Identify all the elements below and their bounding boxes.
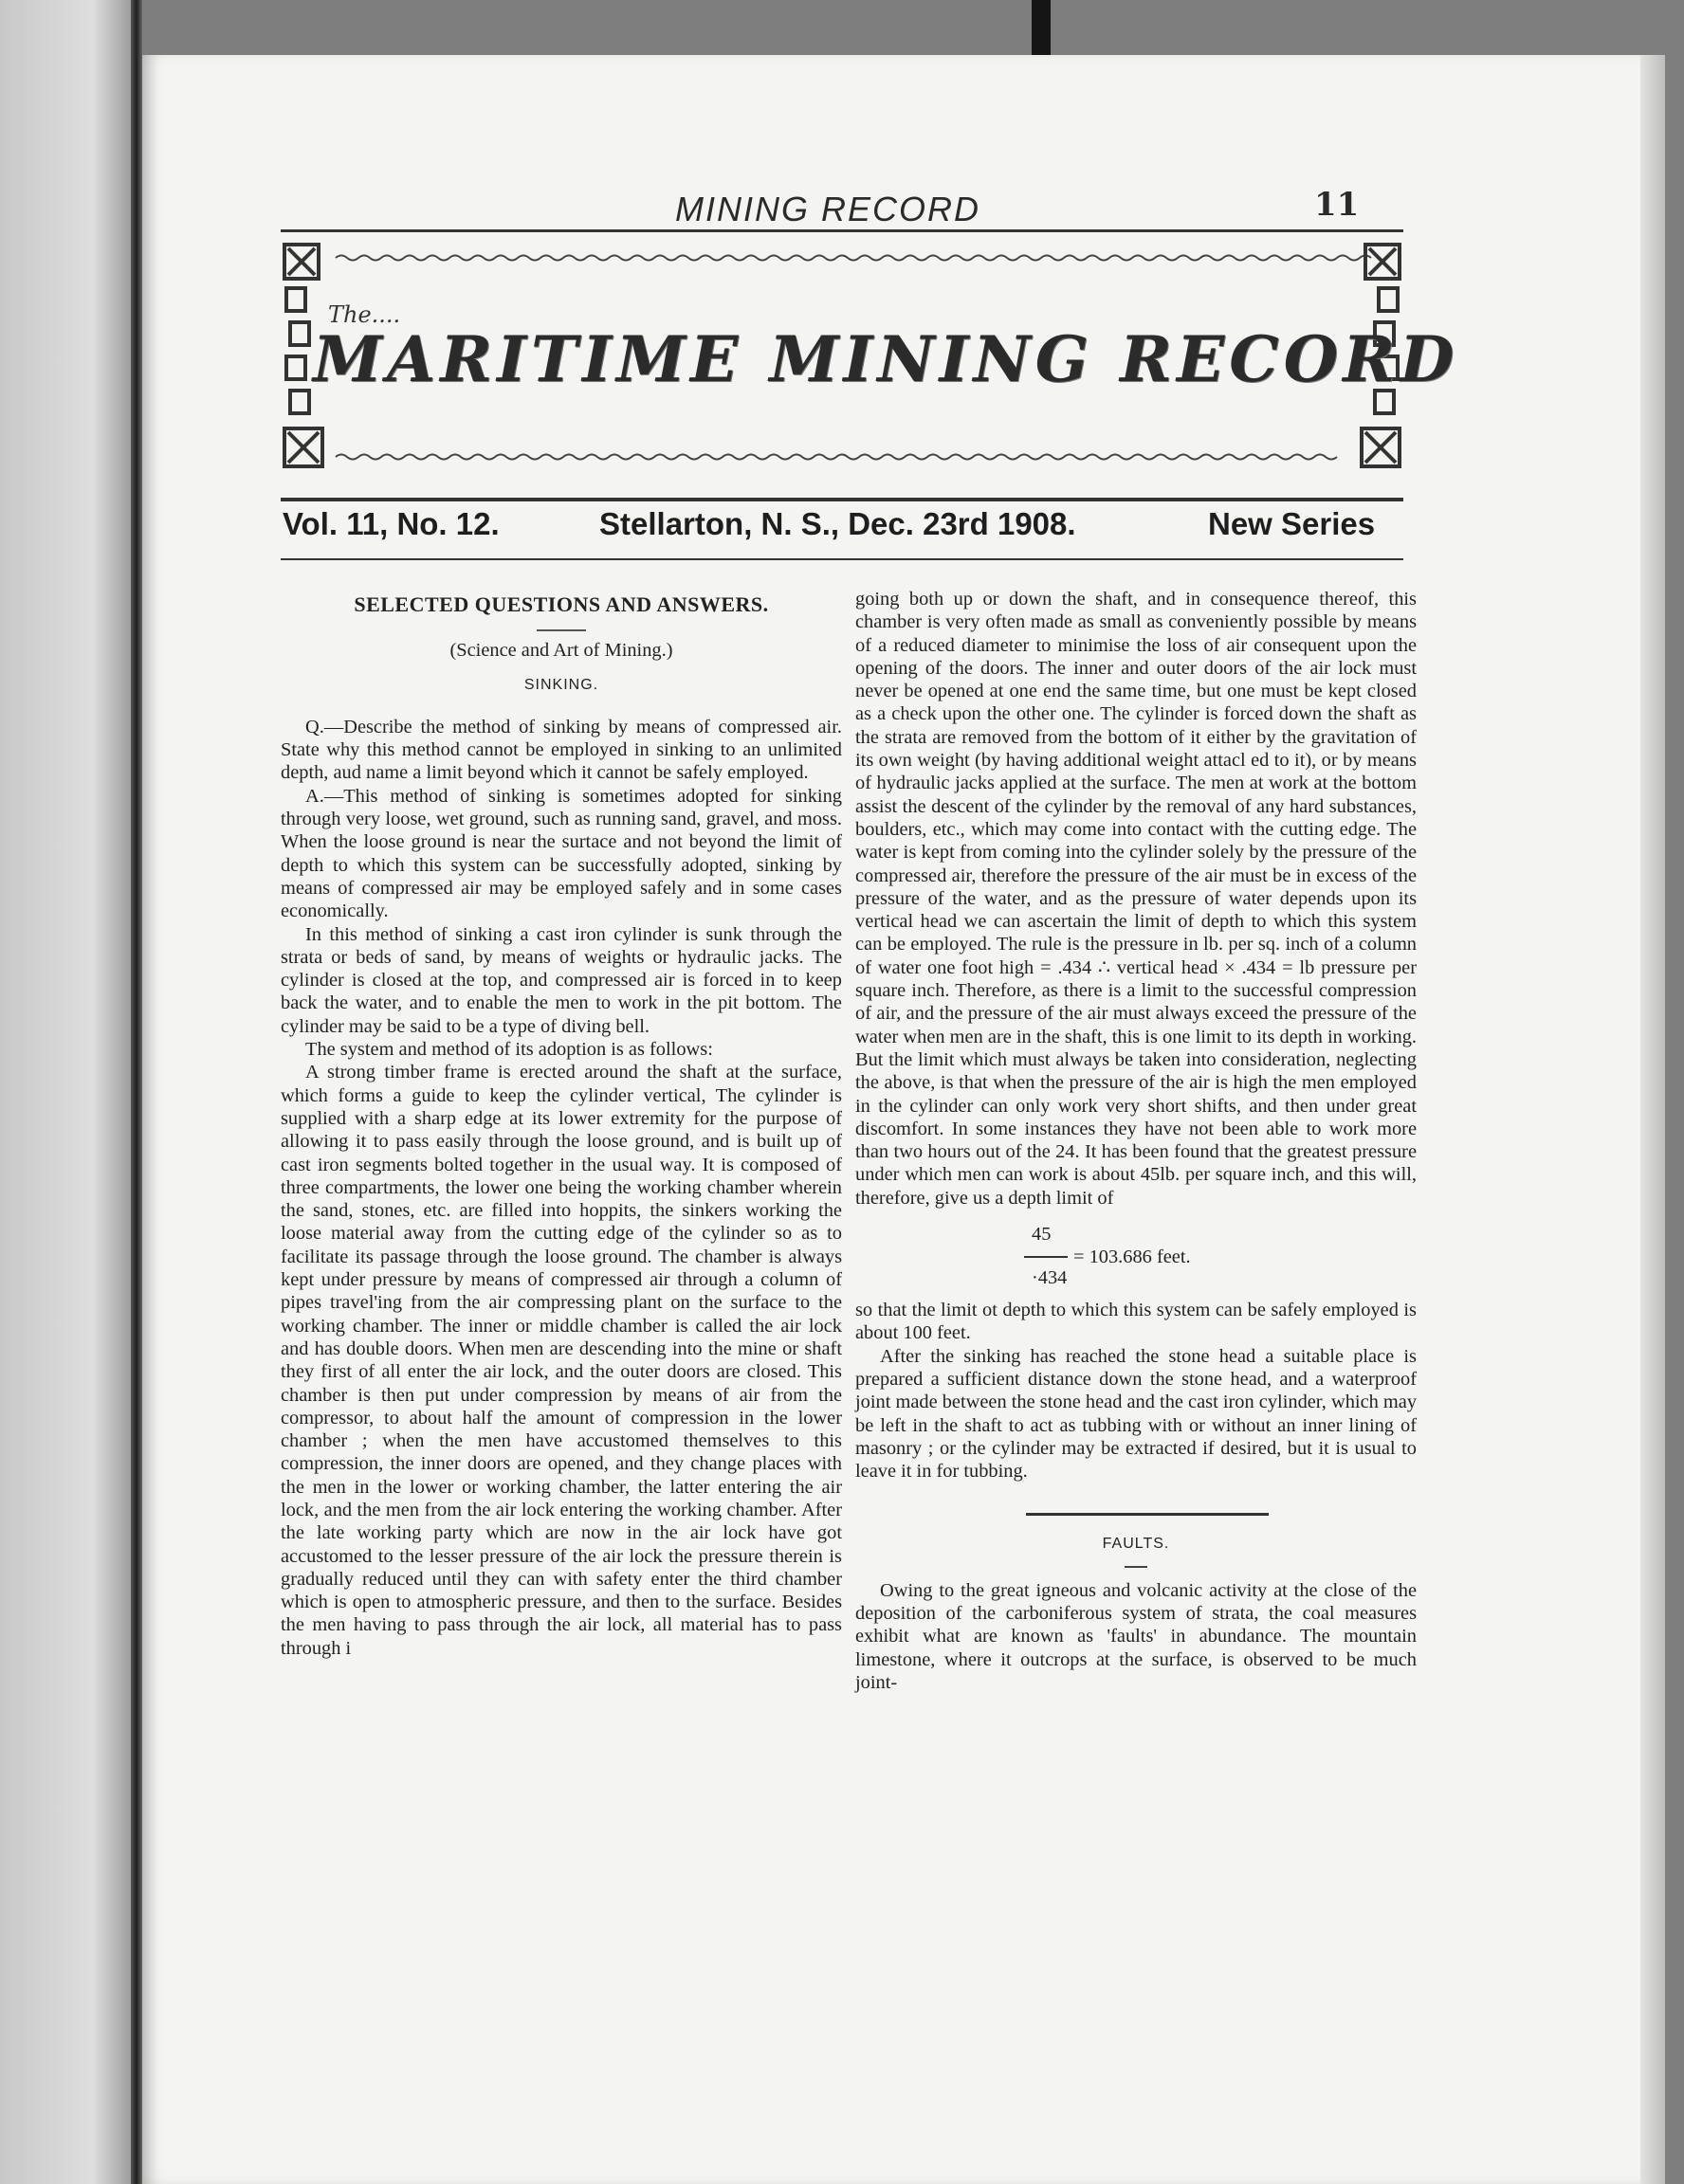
dateline-rule-top bbox=[281, 498, 1403, 501]
article-subtitle: (Science and Art of Mining.) bbox=[449, 640, 673, 662]
masthead-the: The.... bbox=[328, 301, 401, 328]
dateline bbox=[283, 506, 1401, 554]
title-rule bbox=[537, 629, 586, 631]
paragraph: going both up or down the shaft, and in consequence thereof, this chamber is very often made as small as conveniently possible by means of a reduced diameter to minimise the loss of air consequent upon the opening of the doors. The inner and outer doors of the air lock must never be opened at one end the same time, but one must be kept closed as a check upon the other one. The cylinder is forced down the shaft as the strata are removed from the bottom of it either by the gravitation of its own weight (by having additional weight attacl ed to it), or by means of hydraulic jacks applied at the surface. The men at work at the bottom assist the descent of the cylinder by the removal of any hard substances, boulders, etc., which may come into contact with the cutting edge. The water is kept from coming into the cylinder solely by the pressure of the compressed air, therefore the pressure of the air must be in excess of the pressure of the water, and as the pressure of water depends upon its vertical head we can ascertain the limit of depth to which this system can be employed. The rule is the pressure in lb. per sq. inch of a column of water one foot high = .434 ∴ vertical head × .434 = lb pressure per square inch. Therefore, as there is a limit to the successful compression of air, and the pressure of the air must always exceed the pressure of the water when men are in the shaft, this is one limit to its depth in working. But the limit which must always be taken into consideration, neglecting the above, is that when the pressure of the air is high the men employed in the cylinder can only work very short shifts, and then under great discomfort. In some instances they have not been able to work more than two hours out of the 24. It has been found that the greatest pressure under which men can work is about 45lb. per square inch, and this will, therefore, give us a depth limit of bbox=[855, 589, 1417, 1209]
paragraph: A.—This method of sinking is sometimes adopted for sinking through very loose, wet ground, such as running sand, gravel, and moss. When the loose ground is near the surtace and not beyond the limit of depth to which this system can be successfully adopted, sinking by means of compressed air may be employed safely and in some cases economically. bbox=[281, 785, 842, 922]
dateline-rule-bottom bbox=[281, 558, 1403, 560]
paragraph: Owing to the great igneous and volcanic activity at the close of the deposition of the carboniferous system of strata, the coal measures exhibit what are known as 'faults' in abundance. The mountain limestone, where it outcrops at the surface, is observed to be much joint- bbox=[855, 1579, 1417, 1693]
left-page-edge bbox=[0, 0, 133, 2184]
header-rule bbox=[281, 229, 1403, 232]
left-column bbox=[281, 588, 842, 1660]
section-heading-sinking: SINKING. bbox=[523, 676, 599, 693]
paragraph: The system and method of its adoption is as follows: bbox=[305, 1039, 713, 1061]
masthead-title: MARITIME MINING RECORD bbox=[313, 322, 1459, 396]
formula-result: = 103.686 feet. bbox=[1073, 1247, 1191, 1268]
masthead bbox=[279, 239, 1459, 474]
section-heading-faults: FAULTS. bbox=[1102, 1536, 1170, 1553]
volume-number: Vol. 11, No. 12. bbox=[283, 506, 500, 541]
series-label: New Series bbox=[1208, 506, 1376, 541]
book-gutter bbox=[131, 0, 142, 2184]
right-column bbox=[855, 588, 1417, 1694]
depth-formula bbox=[855, 1223, 1417, 1289]
article-title: SELECTED QUESTIONS AND ANSWERS. bbox=[354, 592, 769, 616]
place-and-date: Stellarton, N. S., Dec. 23rd 1908. bbox=[599, 506, 1076, 541]
page-number: 11 bbox=[1314, 186, 1360, 224]
page-right-edge bbox=[1640, 55, 1665, 2184]
paragraph: Q.—Describe the method of sinking by means of compressed air. State why this method cannot be employed in sinking to an unlimited depth, aud name a limit beyond which it cannot be safely employed. bbox=[281, 716, 842, 784]
paragraph: A strong timber frame is erected around the shaft at the surface, which forms a guide to keep the cylinder vertical, The cylinder is supplied with a sharp edge at its lower extremity for the purpose of allowing it to pass easily through the loose ground, and is built up of cast iron segments bolted together in the usual way. It is composed of three compartments, the lower one being the working chamber wherein the sand, stones, etc. are filled into hoppits, the sinkers working the loose material away from the cutting edge of the cylinder so as to facilitate its passage through the loose ground. The chamber is always kept under pressure by means of compressed air through a column of pipes travel'ing from the air compressing plant on the surface to the working chamber. The inner or middle chamber is called the air lock and has double doors. When men are descending into the mine or shaft they first of all enter the air lock, and the outer doors are closed. This chamber is then put under compression by means of air from the compressor, to about half the amount of compression in the lower chamber ; when the men have accustomed themselves to this compression, the inner doors are opened, and they change places with the men in the lower or working chamber, the latter entering the air lock, and the men from the air lock entering the working chamber. After the late working party which are now in the air lock have got accustomed to the lesser pressure of the air lock the pressure therein is gradually reduced until they can with safety enter the third chamber which is open to atmospheric pressure, and then to the surface. Besides the men having to pass through the air lock, all material has to pass through i bbox=[281, 1062, 842, 1659]
paragraph: In this method of sinking a cast iron cylinder is sunk through the strata or beds of sand, by means of weights or hydraulic jacks. The cylinder is closed at the top, and compressed air is forced in to keep back the water, and to enable the men to work in the pit bottom. The cylinder may be said to be a type of diving bell. bbox=[281, 923, 842, 1037]
section-divider bbox=[1026, 1513, 1269, 1516]
paragraph: After the sinking has reached the stone head a suitable place is prepared a sufficient distance down the stone head, and a waterproof joint made between the stone head and the cast iron cylinder, which may be left in the shaft to act as tubbing with or without an inner lining of masonry ; or the cylinder may be extracted if desired, but it is usual to leave it in for tubbing. bbox=[855, 1345, 1418, 1483]
paragraph: so that the limit ot depth to which this system can be safely employed is about 100 feet. bbox=[855, 1300, 1417, 1344]
formula-fraction-bar bbox=[1024, 1256, 1068, 1258]
running-head: MINING RECORD bbox=[675, 190, 980, 228]
formula-denominator: ·434 bbox=[1032, 1267, 1068, 1289]
heading-dash bbox=[1125, 1566, 1147, 1568]
binding-tab bbox=[1032, 0, 1051, 55]
formula-numerator: 45 bbox=[1032, 1224, 1052, 1246]
